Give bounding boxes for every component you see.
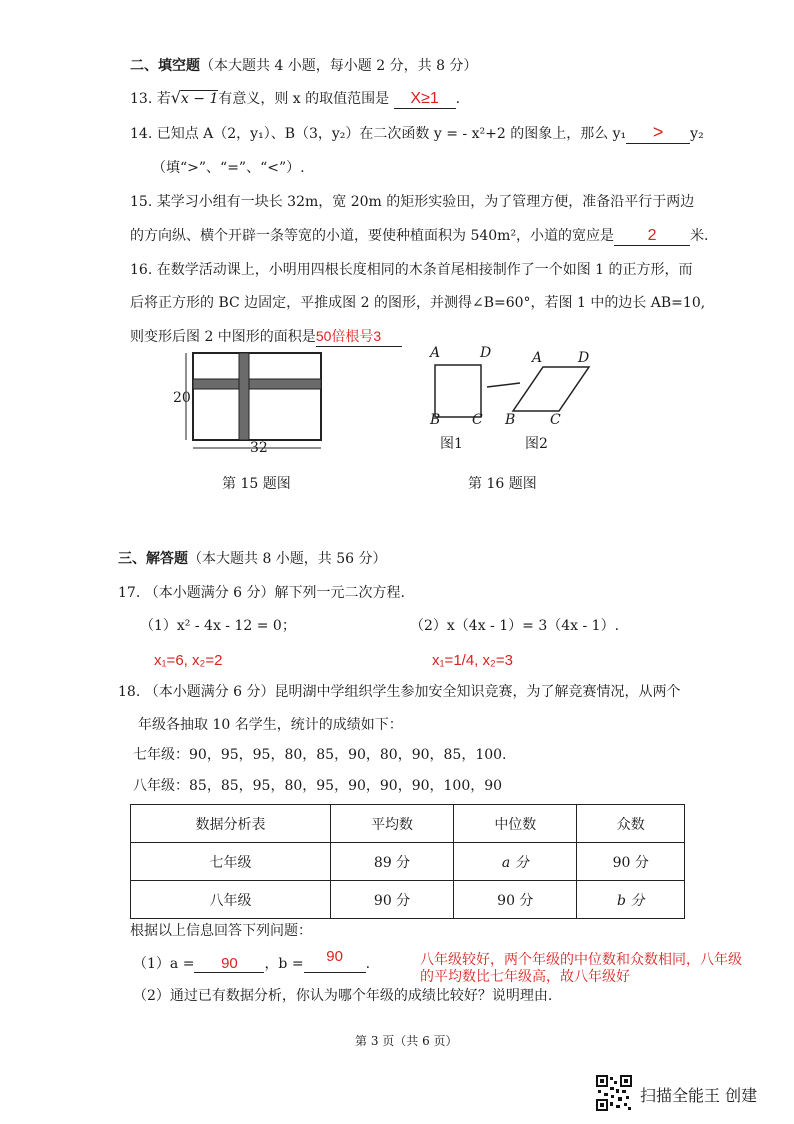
q15-number: 15.: [130, 194, 153, 210]
field-rectangle: [193, 353, 321, 440]
table-header-row: [131, 805, 685, 843]
q18-b-blank: [304, 948, 366, 973]
fig15-height-label: 20: [173, 390, 191, 406]
q17-part2: （2）x（4x - 1）= 3（4x - 1）.: [410, 618, 620, 634]
q15-answer: 2: [647, 227, 657, 244]
q17-number: 17.: [118, 585, 141, 601]
q18-red-answer-line2: 的平均数比七年级高，故八年级好: [420, 968, 630, 984]
fig15-caption: 第 15 题图: [222, 476, 291, 492]
q14-line2: （填“>”、“=”、“<”）.: [152, 160, 305, 176]
q18-a-blank: [194, 955, 264, 973]
q13-pre: 若: [156, 91, 171, 107]
fig16-sq-A: A: [430, 345, 441, 361]
table-header: 平均数: [330, 805, 453, 843]
q16-number: 16.: [130, 262, 153, 278]
table-cell: 89 分: [330, 843, 453, 881]
q18-number: 18.: [118, 684, 141, 700]
q18-line2: 年级各抽取 10 名学生，统计的成绩如下：: [138, 717, 403, 733]
page-number: 第 3 页（共 6 页）: [355, 1034, 458, 1048]
q13-end: .: [455, 91, 461, 107]
q13-answer-blank: [394, 90, 456, 109]
q14-answer-blank: [626, 122, 690, 144]
q14-tail: y₂: [690, 126, 704, 142]
fig16-caption-2: 图2: [525, 436, 548, 452]
q13-answer: X≥1: [410, 90, 439, 107]
q17-part1: （1）x² - 4x - 12 = 0；: [140, 618, 296, 634]
q17-answer-1: x₁=6, x₂=2: [154, 652, 223, 669]
question-13: [130, 88, 460, 109]
fig16-rh-D: D: [578, 350, 590, 366]
q18-part1-b-label: ，b =: [264, 956, 304, 972]
q18-red-answer-line1: 八年级较好，两个年级的中位数和众数相同，八年级: [420, 951, 742, 967]
q17-answer-2: x₁=1/4, x₂=3: [432, 652, 513, 669]
qr-code-icon: [596, 1075, 632, 1111]
section2-title: 二、填空题: [130, 58, 200, 74]
scanner-watermark: 扫描全能王 创建: [640, 1086, 758, 1105]
fig16-caption: 第 16 题图: [468, 476, 537, 492]
fig15-width-label: 32: [250, 440, 268, 456]
q14-answer: >: [652, 122, 664, 142]
q18-part2: （2）通过已有数据分析，你认为哪个年级的成绩比较好？说明理由.: [133, 988, 553, 1004]
fig16-rh-C: C: [550, 412, 561, 428]
q13-radicand: x − 1: [180, 91, 219, 107]
q18-part1-end: .: [365, 956, 371, 972]
push-arrow: [487, 383, 520, 387]
q15-line2: 的方向纵、横个开辟一条等宽的小道，要使种植面积为 540m²，小道的宽应是: [130, 228, 615, 244]
q18-answer-a: 90: [221, 955, 238, 972]
section3-heading: [118, 548, 387, 568]
q18-answer-b: 90: [326, 948, 343, 965]
fig16-rh-A: A: [532, 350, 543, 366]
q16-answer-blank: [316, 326, 402, 347]
q18-prompt: 根据以上信息回答下列问题：: [130, 923, 312, 939]
section2-heading: [130, 55, 477, 75]
table-cell: 90 分: [577, 843, 685, 881]
section3-title: 三、解答题: [118, 551, 188, 567]
q14-number: 14.: [130, 126, 153, 142]
question-16: [130, 259, 693, 279]
q15-line1: 某学习小组有一块长 32m，宽 20m 的矩形实验田，为了管理方便，准备沿平行于两边: [156, 194, 695, 210]
q18-grade8-scores: 八年级：85，85，95，80，95，90，90，90，100，90: [133, 778, 503, 794]
question-18: [118, 681, 681, 701]
table-cell: 七年级: [131, 843, 331, 881]
q16-line3: 则变形后图 2 中图形的面积是: [130, 329, 316, 345]
table-cell: b 分: [577, 881, 685, 919]
square-figure1: [435, 365, 481, 417]
fig16-rh-B: B: [505, 412, 516, 428]
horizontal-path: [193, 379, 321, 389]
rhombus-figure2: [513, 367, 589, 411]
q13-sqrt: √x − 1: [170, 88, 219, 107]
section3-note: （本大题共 8 小题，共 56 分）: [188, 551, 387, 567]
table-row: [131, 881, 685, 919]
question-14: [130, 122, 704, 144]
q15-line2-row: [130, 225, 709, 246]
q14-line1: 已知点 A（2，y₁）、B（3，y₂）在二次函数 y = - x²+2 的图象上，那么 y₁: [156, 126, 627, 142]
vertical-path: [239, 353, 249, 440]
fig16-sq-D: D: [480, 345, 492, 361]
question-17: [118, 582, 405, 602]
fig16-sq-B: B: [430, 412, 441, 428]
q16-answer: 50倍根号3: [315, 328, 382, 344]
table-cell: a 分: [454, 843, 577, 881]
table-cell: 八年级: [131, 881, 331, 919]
q16-line2: 后将正方形的 BC 边固定，平推成图 2 的图形，并测得∠B=60°，若图 1 中的边长 AB=10,: [130, 295, 706, 311]
table-cell: 90 分: [330, 881, 453, 919]
table-cell: 90 分: [454, 881, 577, 919]
q13-number: 13.: [130, 91, 153, 107]
q16-line1: 在数学活动课上，小明用四根长度相同的木条首尾相接制作了一个如图 1 的正方形，而: [156, 262, 693, 278]
q15-end: 米.: [690, 228, 709, 244]
q13-mid: 有意义，则 x 的取值范围是: [218, 91, 390, 107]
table-header: 中位数: [454, 805, 577, 843]
question-15: [130, 191, 694, 211]
stats-table: [130, 804, 685, 919]
table-row: [131, 843, 685, 881]
q18-line1: （本小题满分 6 分）昆明湖中学组织学生参加安全知识竞赛，为了解竞赛情况，从两个: [144, 684, 681, 700]
section2-note: （本大题共 4 小题，每小题 2 分，共 8 分）: [200, 58, 478, 74]
q15-answer-blank: [614, 227, 690, 246]
fig16-sq-C: C: [472, 412, 483, 428]
table-header: 数据分析表: [131, 805, 331, 843]
q17-text: （本小题满分 6 分）解下列一元二次方程.: [144, 585, 405, 601]
q18-red-answer: [420, 951, 742, 985]
q16-line3-row: [130, 326, 402, 347]
q18-part1: [133, 948, 371, 973]
q18-part1-a-label: （1）a =: [133, 956, 195, 972]
fig16-caption-1: 图1: [440, 436, 463, 452]
table-header: 众数: [577, 805, 685, 843]
q18-grade7-scores: 七年级：90，95，95，80，85，90，80，90，85，100.: [133, 747, 507, 763]
